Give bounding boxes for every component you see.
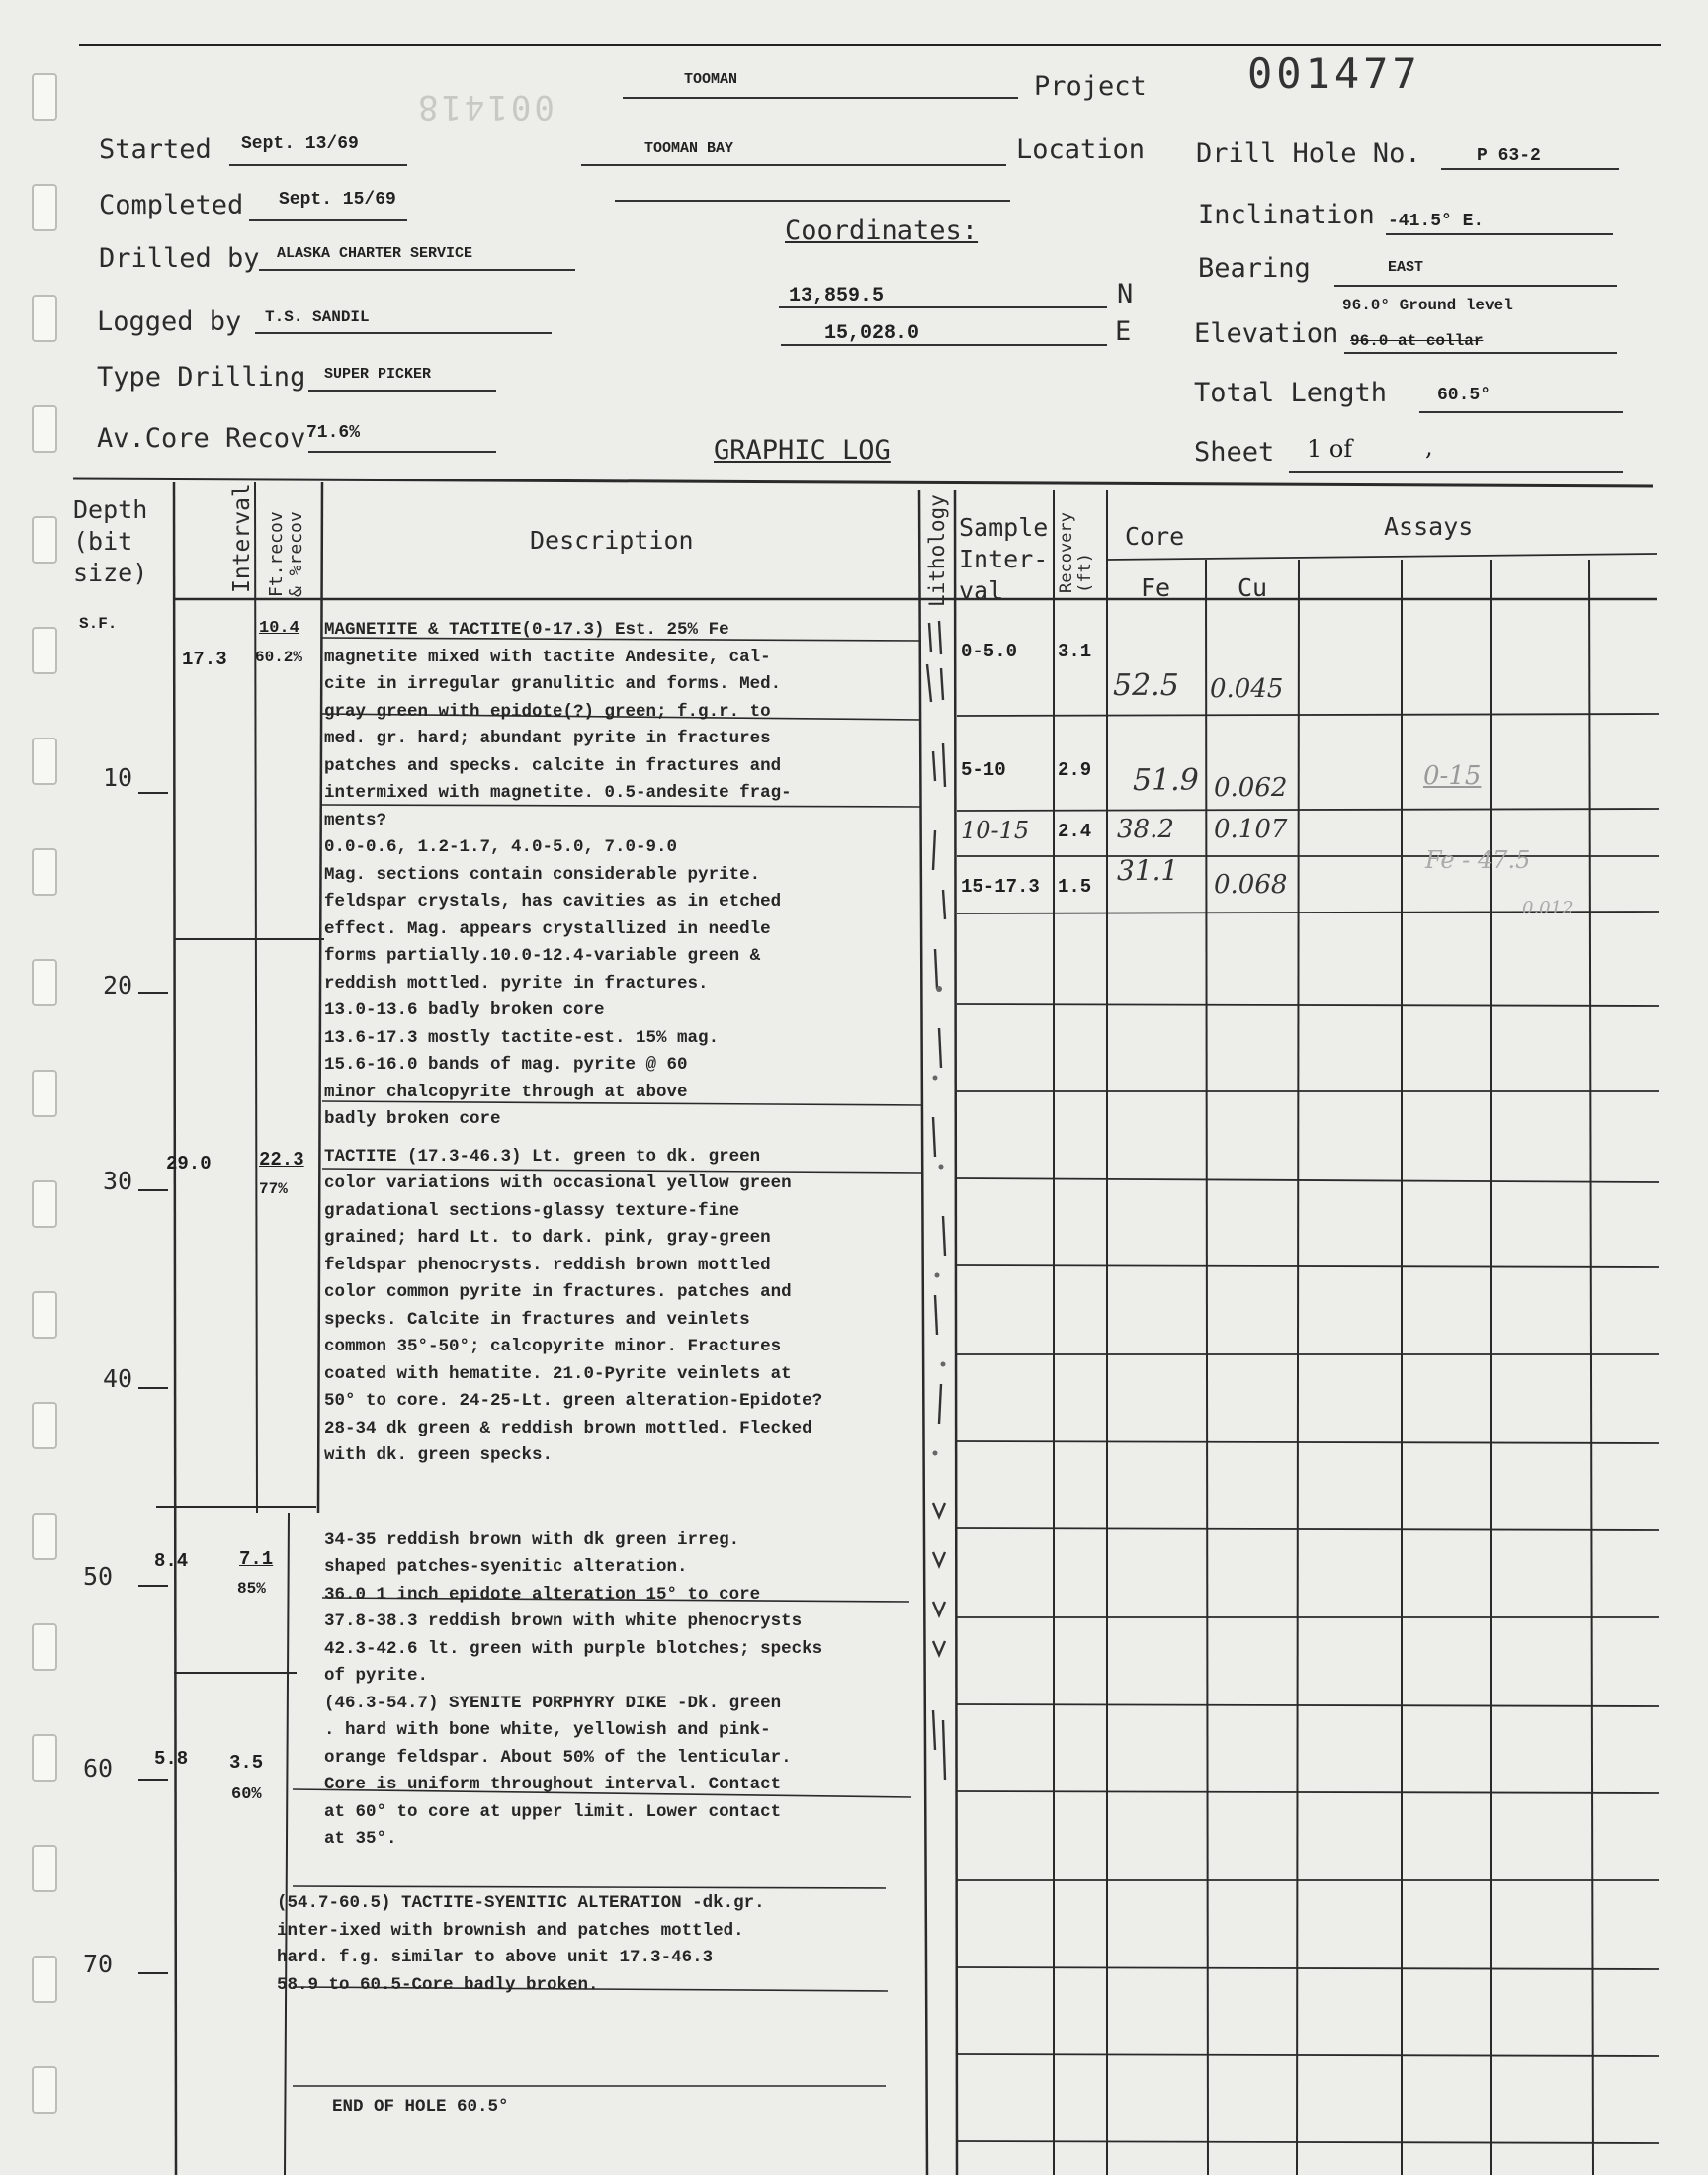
recovery-ft-column-header: Recovery (ft): [1057, 512, 1095, 593]
description-line: gray green with epidote(?) green; f.g.r. to: [324, 701, 771, 722]
interval-column-header: Interval: [229, 483, 255, 593]
description-block-lower: [277, 1890, 909, 1999]
description-line: gradational sections-glassy texture-fine: [324, 1200, 740, 1221]
core-recovery-label: Av.Core Recov: [97, 423, 306, 454]
description-line: 13.0-13.6 badly broken core: [324, 1000, 605, 1020]
core-column-header: Core: [1125, 522, 1185, 551]
depth-mark: 30: [103, 1167, 133, 1195]
assay-note: 0.012: [1522, 898, 1574, 918]
description-block: [324, 617, 921, 1854]
depth-mark: 50: [83, 1562, 114, 1591]
description-line: 42.3-42.6 lt. green with purple blotches; specks: [324, 1638, 823, 1659]
lithology-column-header: Lithology: [925, 494, 949, 607]
fe-assay-value: 52.5: [1113, 668, 1179, 703]
drilled-by-value: ALASKA CHARTER SERVICE: [277, 245, 473, 262]
description-line: 50° to core. 24-25-Lt. green alteration-Epidote?: [324, 1391, 823, 1411]
started-value: Sept. 13/69: [241, 134, 359, 154]
description-line: magnetite mixed with tactite Andesite, cal-: [324, 647, 771, 667]
sample-interval: 15-17.3: [961, 876, 1040, 898]
drill-hole-value: P 63-2: [1477, 146, 1541, 166]
description-line: med. gr. hard; abundant pyrite in fractures: [324, 729, 771, 748]
description-line: (46.3-54.7) SYENITE PORPHYRY DIKE -Dk. green: [324, 1693, 782, 1713]
logged-by-label: Logged by: [97, 306, 242, 337]
description-line: feldspar phenocrysts. reddish brown mottled: [324, 1255, 771, 1275]
interval-value: 17.3: [182, 649, 227, 670]
assay-note: Fe - 47.5: [1425, 846, 1531, 874]
inclination-label: Inclination: [1198, 200, 1375, 230]
depth-mark: 60: [83, 1754, 114, 1783]
recovery-percent: 85%: [237, 1580, 266, 1598]
bearing-label: Bearing: [1198, 253, 1311, 284]
description-line: 34-35 reddish brown with dk green irreg.: [324, 1529, 740, 1550]
depth-mark: 10: [103, 763, 133, 792]
recovery-percent: 60%: [231, 1785, 262, 1804]
description-line: patches and specks. calcite in fractures and: [324, 755, 782, 776]
coordinates-label: Coordinates:: [785, 216, 979, 246]
total-length-value: 60.5°: [1437, 386, 1492, 405]
east-coordinate-value: 15,028.0: [824, 322, 920, 345]
recovery-value: 22.3: [259, 1149, 304, 1171]
description-line: reddish mottled. pyrite in fractures.: [324, 973, 709, 994]
description-line: 0.0-0.6, 1.2-1.7, 4.0-5.0, 7.0-9.0: [324, 837, 678, 857]
fe-assay-value: 51.9: [1133, 763, 1199, 798]
sheet-total: ,: [1425, 433, 1433, 461]
sheet-label: Sheet: [1194, 437, 1275, 468]
sample-interval: 10-15: [961, 817, 1030, 844]
description-line: cite in irregular granulitic and forms. Med.: [324, 674, 782, 694]
elevation-value: 96.0 at collar: [1350, 332, 1484, 350]
description-line: effect. Mag. appears crystallized in needle: [324, 918, 771, 939]
recovery-value: 3.5: [229, 1752, 264, 1774]
description-line: 58.9 to 60.5-Core badly broken.: [277, 1974, 599, 1995]
recovery-value: 10.4: [259, 619, 299, 638]
logged-by-value: T.S. SANDIL: [265, 308, 370, 326]
cu-assay-value: 0.045: [1210, 674, 1284, 704]
description-line: ments?: [324, 810, 387, 830]
faded-document-number: 001418: [415, 87, 555, 127]
description-line: 15.6-16.0 bands of mag. pyrite @ 60: [324, 1055, 688, 1075]
interval-value: 8.4: [154, 1550, 189, 1572]
description-line: intermixed with magnetite. 0.5-andesite frag-: [324, 783, 792, 803]
elevation-label: Elevation: [1194, 318, 1339, 349]
east-label: E: [1115, 316, 1132, 347]
depth-mark: 20: [103, 971, 133, 1000]
description-line: orange feldspar. About 50% of the lenticular.: [324, 1747, 792, 1768]
description-line: grained; hard Lt. to dark. pink, gray-green: [324, 1228, 771, 1248]
description-line: TACTITE (17.3-46.3) Lt. green to dk. green: [324, 1146, 761, 1167]
description-line: 37.8-38.3 reddish brown with white phenocrysts: [324, 1611, 803, 1631]
fe-column-header: Fe: [1141, 573, 1171, 602]
cu-assay-value: 0.068: [1214, 870, 1288, 900]
type-drilling-label: Type Drilling: [97, 362, 306, 392]
description-line: badly broken core: [324, 1109, 501, 1129]
type-drilling-value: SUPER PICKER: [324, 366, 432, 383]
sample-interval-column-header: Sample Inter- val: [959, 513, 1049, 605]
bearing-value: EAST: [1388, 259, 1424, 276]
north-coordinate-value: 13,859.5: [789, 285, 885, 307]
description-line: color common pyrite in fractures. patches and: [324, 1282, 792, 1302]
cu-assay-value: 0.107: [1214, 815, 1288, 844]
recovery-percent: 77%: [259, 1180, 288, 1198]
sample-recovery: 2.9: [1058, 759, 1092, 781]
interval-value: 5.8: [154, 1748, 189, 1770]
description-line: 13.6-17.3 mostly tactite-est. 15% mag.: [324, 1027, 720, 1048]
description-line: common 35°-50°; calcopyrite minor. Fractures: [324, 1337, 782, 1356]
north-label: N: [1117, 279, 1134, 309]
completed-label: Completed: [99, 190, 244, 220]
description-line: 36.0 1 inch epidote alteration 15° to core: [324, 1584, 761, 1605]
description-line: Core is uniform throughout interval. Contact: [324, 1775, 782, 1794]
started-label: Started: [99, 134, 212, 165]
sample-interval: 5-10: [961, 759, 1006, 781]
description-line: MAGNETITE & TACTITE(0-17.3) Est. 25% Fe: [324, 620, 729, 640]
assay-note: 0-15: [1423, 761, 1482, 791]
description-line: at 35°.: [324, 1829, 397, 1849]
description-line: with dk. green specks.: [324, 1445, 554, 1465]
sample-recovery: 2.4: [1058, 821, 1092, 842]
location-label: Location: [1016, 134, 1146, 165]
fe-assay-value: 31.1: [1117, 854, 1179, 887]
core-recovery-value: 71.6%: [306, 423, 361, 443]
drill-hole-label: Drill Hole No.: [1196, 138, 1421, 169]
description-line: of pyrite.: [324, 1666, 429, 1686]
sample-recovery: 1.5: [1058, 876, 1092, 898]
end-of-hole-note: END OF HOLE 60.5°: [332, 2097, 509, 2117]
description-line: inter-ixed with brownish and patches mottled.: [277, 1920, 744, 1941]
description-line: forms partially.10.0-12.4-variable green &: [324, 946, 761, 966]
depth-column-header: Depth (bit size): [73, 495, 148, 587]
depth-mark: 40: [103, 1364, 133, 1393]
description-line: (54.7-60.5) TACTITE-SYENITIC ALTERATION -dk.gr.: [277, 1893, 765, 1913]
cu-column-header: Cu: [1238, 573, 1268, 602]
description-column-header: Description: [530, 526, 694, 555]
description-line: at 60° to core at upper limit. Lower contact: [324, 1801, 782, 1822]
depth-mark: S.F.: [79, 615, 118, 633]
completed-value: Sept. 15/69: [279, 190, 396, 210]
cu-assay-value: 0.062: [1214, 773, 1288, 803]
drilled-by-label: Drilled by: [99, 243, 260, 274]
description-line: 28-34 dk green & reddish brown mottled. Flecked: [324, 1418, 812, 1438]
document-number: 001477: [1247, 49, 1421, 98]
description-line: . hard with bone white, yellowish and pink-: [324, 1720, 771, 1740]
location-value: TOOMAN BAY: [644, 140, 734, 157]
interval-value: 29.0: [166, 1153, 212, 1174]
recovery-value: 7.1: [239, 1548, 274, 1570]
description-line: coated with hematite. 21.0-Pyrite veinlets at: [324, 1363, 792, 1384]
sheet-value: 1 of: [1307, 435, 1353, 463]
description-line: color variations with occasional yellow green: [324, 1174, 792, 1193]
description-line: shaped patches-syenitic alteration.: [324, 1557, 688, 1577]
project-label: Project: [1034, 71, 1147, 102]
inclination-value: -41.5° E.: [1388, 212, 1485, 231]
sample-recovery: 3.1: [1058, 641, 1092, 662]
depth-mark: 70: [83, 1950, 114, 1978]
fe-assay-value: 38.2: [1117, 815, 1174, 844]
description-line: minor chalcopyrite through at above: [324, 1082, 688, 1102]
description-line: specks. Calcite in fractures and veinlets: [324, 1309, 750, 1330]
project-value: TOOMAN: [684, 71, 738, 88]
graphic-log-label: GRAPHIC LOG: [714, 435, 891, 466]
description-line: Mag. sections contain considerable pyrite.: [324, 864, 761, 885]
description-line: hard. f.g. similar to above unit 17.3-46.3: [277, 1948, 714, 1967]
recovery-column-header: Ft.recov & %recov: [266, 511, 306, 597]
description-line: feldspar crystals, has cavities as in etched: [324, 892, 782, 912]
sample-interval: 0-5.0: [961, 641, 1018, 662]
total-length-label: Total Length: [1194, 378, 1388, 408]
assays-column-header: Assays: [1384, 512, 1474, 541]
elevation-note: 96.0° Ground level: [1342, 297, 1513, 314]
recovery-percent: 60.2%: [255, 649, 303, 666]
